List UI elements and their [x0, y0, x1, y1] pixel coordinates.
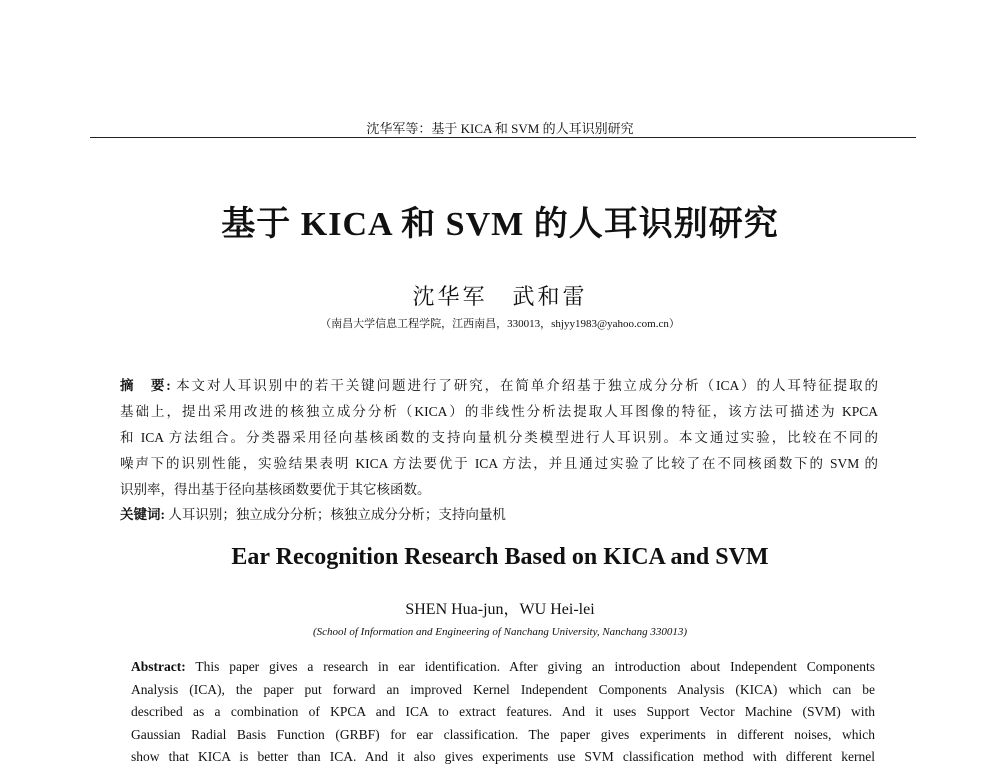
authors-cn: 沈华军 武和雷: [412, 284, 588, 309]
abstract-cn-line: 噪声下的识别性能，实验结果表明 KICA 方法要优于 ICA 方法，并且通过实验了比较了在不同核函数下的 SVM 的: [120, 456, 878, 471]
affiliation-en: (School of Information and Engineering of Nanchang University, Nanchang 330013): [313, 626, 687, 638]
abstract-en: [131, 656, 875, 769]
abstract-cn: [120, 373, 878, 527]
abstract-en-label: Abstract:: [131, 659, 186, 674]
running-header: 沈华军等：基于 KICA 和 SVM 的人耳识别研究: [366, 121, 634, 136]
abstract-cn-line: [120, 373, 878, 399]
abstract-en-text: This paper gives a research in ear identification. After giving an introduction about Independent Components: [195, 659, 875, 674]
abstract-cn-text: 本文对人耳识别中的若干关键问题进行了研究，在简单介绍基于独立成分分析（ICA）的人耳特征提取的: [176, 378, 879, 393]
affiliation-cn: （南昌大学信息工程学院，江西南昌，330013，shjyy1983@yahoo.com.cn）: [320, 318, 680, 330]
keywords-cn: [120, 503, 878, 527]
abstract-cn-line: 识别率，得出基于径向基核函数要优于其它核函数。: [120, 482, 431, 497]
abstract-cn-line: 和 ICA 方法组合。分类器采用径向基核函数的支持向量机分类模型进行人耳识别。本文通过实验，比较在不同的: [120, 430, 878, 445]
abstract-en-line: described as a combination of KPCA and ICA to extract features. And it uses Support Vector Machine (SVM) with: [131, 704, 875, 719]
abstract-en-line: show that KICA is better than ICA. And it also gives experiments use SVM classification method with different kernel: [131, 749, 875, 764]
header-rule: [90, 137, 916, 138]
abstract-en-line: Gaussian Radial Basis Function (GRBF) for ear classification. The paper gives experiments in different noises, which: [131, 726, 875, 742]
authors-en: SHEN Hua-jun，WU Hei-lei: [405, 601, 595, 618]
keywords-cn-label: 关键词:: [120, 507, 165, 522]
abstract-cn-label: 摘 要:: [120, 378, 171, 393]
abstract-en-line: [131, 656, 875, 679]
paper-title-en: Ear Recognition Research Based on KICA and SVM: [231, 544, 769, 570]
keywords-cn-text: 人耳识别；独立成分分析；核独立成分分析；支持向量机: [168, 507, 506, 522]
paper-title-cn: 基于 KICA 和 SVM 的人耳识别研究: [221, 206, 779, 243]
abstract-cn-line: 基础上，提出采用改进的核独立成分分析（KICA）的非线性分析法提取人耳图像的特征，该方法可描述为 KPCA: [120, 404, 878, 419]
abstract-en-line: Analysis (ICA), the paper put forward an improved Kernel Independent Components Analysis (KICA) which can be: [131, 681, 875, 697]
